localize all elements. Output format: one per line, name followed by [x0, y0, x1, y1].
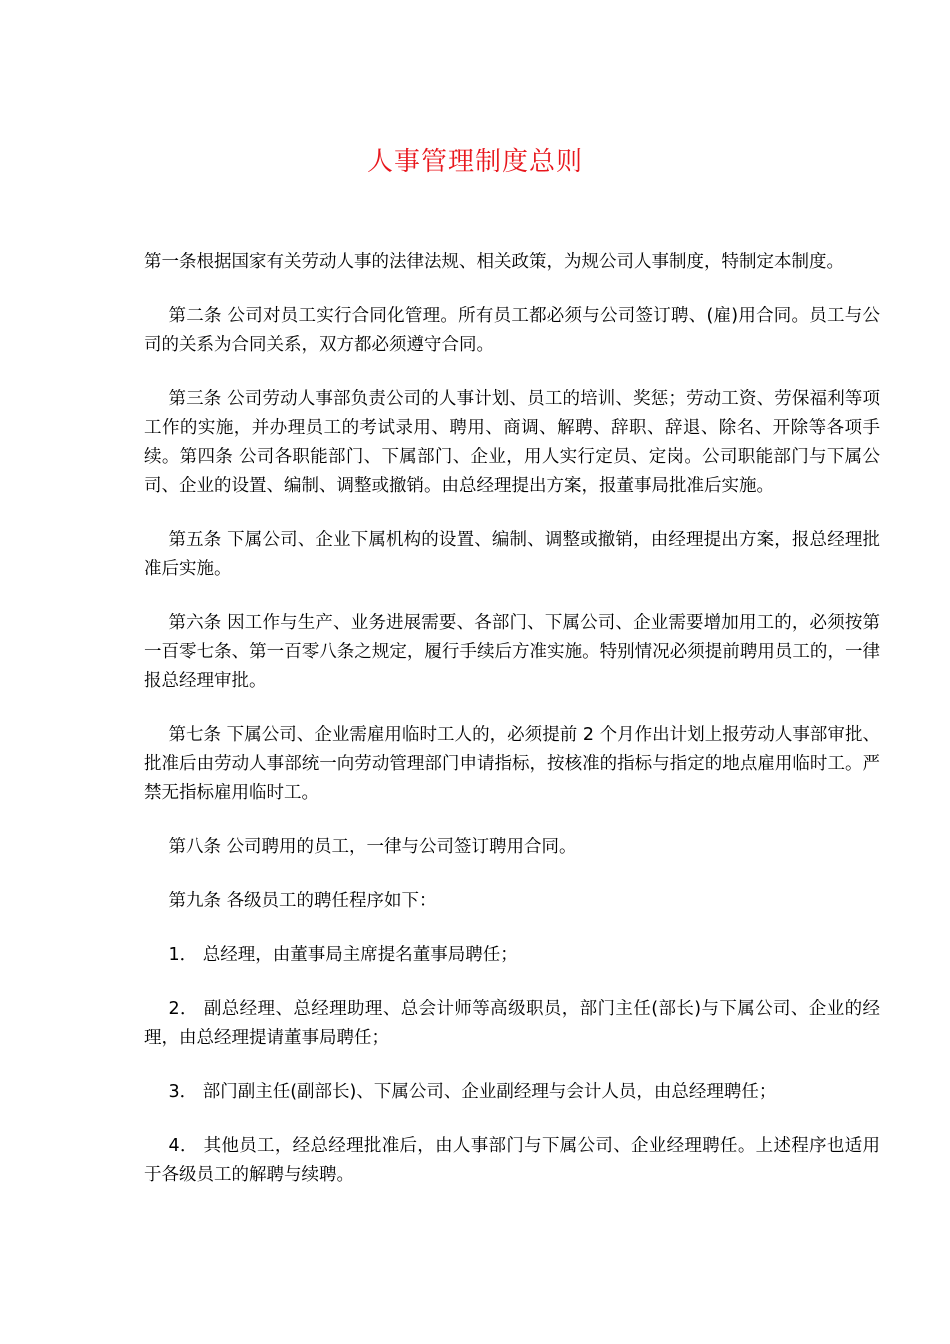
list-item-1: 1． 总经理，由董事局主席提名董事局聘任； — [168, 945, 518, 965]
list-item-3: 3． 部门副主任(副部长)、下属公司、企业副经理与会计人员，由总经理聘任； — [168, 1082, 777, 1102]
article-2-paragraph: 第二条 公司对员工实行合同化管理。所有员工都必须与公司签订聘、(雇)用合同。员工与公司的关系为合同关系，双方都必须遵守合同。 — [144, 306, 880, 355]
list-item-2: 2． 副总经理、总经理助理、总会计师等高级职员，部门主任(部长)与下属公司、企业的经理，由总经理提请董事局聘任； — [144, 999, 880, 1048]
article-6-paragraph: 第六条 因工作与生产、业务进展需要、各部门、下属公司、企业需要增加用工的，必须按第一百零七条、第一百零八条之规定，履行手续后方准实施。特别情况必须提前聘用员工的，一律报总经理审批。 — [144, 613, 880, 691]
article-9-paragraph: 第九条 各级员工的聘任程序如下： — [168, 891, 437, 911]
list-item-4: 4． 其他员工，经总经理批准后，由人事部门与下属公司、企业经理聘任。上述程序也适用于各级员工的解聘与续聘。 — [144, 1136, 880, 1185]
document-body — [144, 248, 880, 1215]
article-8-paragraph: 第八条 公司聘用的员工，一律与公司签订聘用合同。 — [168, 837, 577, 857]
article-7-paragraph: 第七条 下属公司、企业需雇用临时工人的，必须提前 2 个月作出计划上报劳动人事部审批、批准后由劳动人事部统一向劳动管理部门申请指标，按核准的指标与指定的地点雇用临时工。严禁无指标雇用临时工。 — [144, 725, 880, 803]
article-3-4-paragraph: 第三条 公司劳动人事部负责公司的人事计划、员工的培训、奖惩；劳动工资、劳保福利等项工作的实施，并办理员工的考试录用、聘用、商调、解聘、辞职、辞退、除名、开除等各项手续。第四条 公司各职能部门、下属部门、企业，用人实行定员、定岗。公司职能部门与下属公司、企业的设置、编制、调整或撤销。由总经理提出方案，报董事局批准后实施。 — [144, 389, 880, 496]
article-1-paragraph: 第一条根据国家有关劳动人事的法律法规、相关政策，为规公司人事制度，特制定本制度。 — [144, 252, 844, 272]
article-5-paragraph: 第五条 下属公司、企业下属机构的设置、编制、调整或撤销，由经理提出方案，报总经理批准后实施。 — [144, 530, 880, 579]
document-title: 人事管理制度总则 — [366, 147, 583, 177]
